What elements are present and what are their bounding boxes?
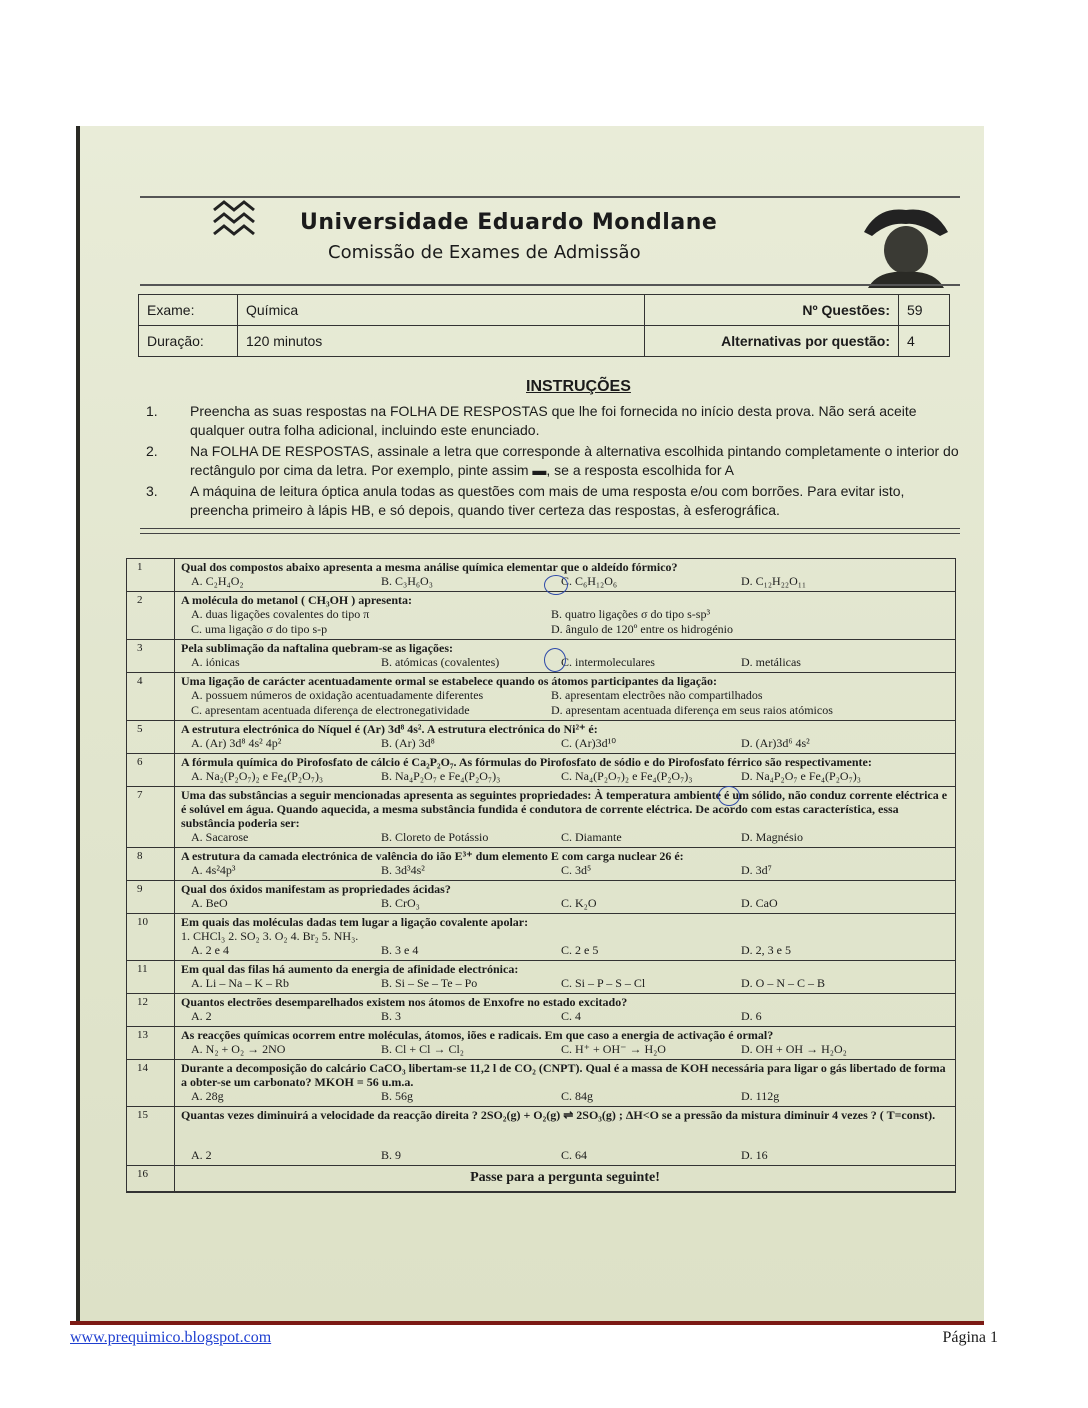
question-row	[127, 1107, 955, 1166]
duration-label: Duração:	[139, 326, 238, 357]
answer-option: D. Magnésio	[741, 830, 803, 844]
answer-option: C. H⁺ + OH⁻ → H₂O	[561, 1042, 666, 1056]
question-row	[127, 1027, 955, 1060]
answer-option: A. iónicas	[191, 655, 240, 669]
question-stem: A estrutura electrónica do Níquel é (Ar) 3d⁸ 4s². A estrutura electrónica do Ni²⁺ é:	[181, 722, 598, 736]
answer-option: D. 2, 3 e 5	[741, 943, 791, 957]
question-number: 15	[127, 1107, 175, 1165]
answer-option: A. C₂H₄O₂	[191, 574, 244, 588]
questions-label: Nº Questões:	[645, 295, 899, 326]
question-number: 3	[127, 640, 175, 672]
question-number: 11	[127, 961, 175, 993]
answer-option: A. BeO	[191, 896, 228, 910]
answer-option: A. duas ligações covalentes do tipo π	[191, 607, 370, 621]
answer-option: C. 2 e 5	[561, 943, 599, 957]
instruction-item: 1. Preencha as suas respostas na FOLHA DE RESPOSTAS que lhe foi fornecida no início desta prova. Não será aceite qualquer outra folha adicional, incluindo este enunciado.	[146, 403, 917, 438]
question-stem: A fórmula química do Pirofosfato de cálcio é Ca₂P₂O₇. As fórmulas do Pirofosfato de sódio e do Pirofosfato férrico são respectivamente:	[181, 755, 872, 769]
instructions-title: INSTRUÇÕES	[526, 378, 631, 395]
answer-option: A. 28g	[191, 1089, 224, 1103]
question-stem: Em quais das moléculas dadas tem lugar a ligação covalente apolar:	[181, 915, 529, 929]
answer-option: C. C₆H₁₂O₆	[561, 574, 618, 588]
question-row	[127, 848, 955, 881]
header-bottom-rule	[140, 284, 960, 286]
answer-option: B. (Ar) 3d⁸	[381, 736, 435, 750]
question-row	[127, 754, 955, 787]
question-number: 6	[127, 754, 175, 786]
answer-option: A. Li – Na – K – Rb	[191, 976, 289, 990]
answer-option: D. 6	[741, 1009, 762, 1023]
answer-option: D. CaO	[741, 896, 778, 910]
answer-option: B. 56g	[381, 1089, 414, 1103]
answer-option: B. 3d³4s²	[381, 863, 425, 877]
answer-option: D. apresentam acentuada diferença em seus raios atómicos	[551, 703, 833, 717]
footer-rule	[70, 1321, 984, 1325]
answer-option: D. 16	[741, 1148, 768, 1162]
question-stem: Qual dos óxidos manifestam as propriedades ácidas?	[181, 882, 451, 896]
answer-option: A. Sacarose	[191, 830, 249, 844]
answer-option: C. uma ligação σ do tipo s-p	[191, 622, 328, 636]
answer-option: C. Na₄(P₂O₇)₂ e Fe₄(P₂O₇)₃	[561, 769, 693, 783]
answer-option: A. 2	[191, 1148, 212, 1162]
question-stem: Uma das substâncias a seguir mencionadas apresenta as seguintes propriedades: À temperatura ambiente é um sólido, não conduz corrente eléctrica e é solúvel em água. Quando aquecida, a mesma substância fundida é condutora de corrente eléctrica. De acordo com estas característica, essa substância poderia ser:	[181, 788, 948, 830]
instruction-item: 2. Na FOLHA DE RESPOSTAS, assinale a letra que corresponde à alternativa escolhida pintando completamente o interior do rectângulo por cima da letra. Por exemplo, pinte assim ▬, se a resposta escolhida for A	[146, 443, 959, 478]
answer-option: B. quatro ligações σ do tipo s-sp³	[551, 607, 711, 621]
question-sublist: 1. CHCl₃ 2. SO₂ 3. O₂ 4. Br₂ 5. NH₃.	[181, 929, 359, 943]
question-number: 1	[127, 559, 175, 591]
answer-option: C. (Ar)3d¹⁰	[561, 736, 617, 750]
question-stem: Durante a decomposição do calcário CaCO₃ libertam-se 11,2 l de CO₂ (CNPT). Qual é a massa de KOH necessária para ligar o gás libertado de forma a obter-se um carbonato? MKOH = 56 u.m.a.	[181, 1061, 946, 1089]
question-row	[127, 1166, 955, 1192]
question-row	[127, 559, 955, 592]
questions-value: 59	[899, 295, 950, 326]
instruction-item: 3. A máquina de leitura óptica anula todas as questões com mais de uma resposta e/ou com borrões. Para evitar isto, preencha primeiro à lápis HB, e só depois, quando tiver certeza das respostas, à esferográfica.	[146, 483, 905, 518]
question-number: 8	[127, 848, 175, 880]
question-number: 9	[127, 881, 175, 913]
university-name: Universidade Eduardo Mondlane	[300, 210, 718, 235]
question-row	[127, 592, 955, 640]
commission-name: Comissão de Exames de Admissão	[328, 242, 641, 263]
question-stem: Uma ligação de carácter acentuadamente ormal se estabelece quando os átomos participantes da ligação:	[181, 674, 718, 688]
instructions-divider	[140, 528, 960, 534]
question-stem: Em qual das filas há aumento da energia de afinidade electrónica:	[181, 962, 519, 976]
alternatives-value: 4	[899, 326, 950, 357]
answer-option: C. apresentam acentuada diferença de electronegatividade	[191, 703, 470, 717]
answer-option: B. 3	[381, 1009, 402, 1023]
question-stem: Pela sublimação da naftalina quebram-se as ligações:	[181, 641, 453, 655]
answer-option: B. Cl + Cl → Cl₂	[381, 1042, 464, 1056]
answer-option: A. 2 e 4	[191, 943, 229, 957]
question-number: 5	[127, 721, 175, 753]
answer-option: D. 112g	[741, 1089, 780, 1103]
question-stem: Passe para a pergunta seguinte!	[470, 1170, 660, 1185]
question-row	[127, 787, 955, 848]
question-stem: As reacções químicas ocorrem entre moléculas, átomos, iões e radicais. Em que caso a energia de activação é ormal?	[181, 1028, 774, 1042]
answer-option: B. atómicas (covalentes)	[381, 655, 500, 669]
answer-option: D. Na₄P₂O₇ e Fe₄(P₂O₇)₃	[741, 769, 861, 783]
question-stem: Quantos electrões desemparelhados existem nos átomos de Enxofre no estado excitado?	[181, 995, 628, 1009]
question-number: 4	[127, 673, 175, 720]
answer-option: B. 3 e 4	[381, 943, 419, 957]
question-row	[127, 881, 955, 914]
duration-value: 120 minutos	[238, 326, 645, 357]
question-number: 2	[127, 592, 175, 639]
answer-option: A. (Ar) 3d⁸ 4s² 4p²	[191, 736, 282, 750]
portrait-emblem-icon	[858, 202, 954, 288]
question-row	[127, 1060, 955, 1107]
question-number: 7	[127, 787, 175, 847]
answer-option: B. C₃H₆O₃	[381, 574, 433, 588]
answer-option: D. OH + OH → H₂O₂	[741, 1042, 847, 1056]
answer-option: D. ângulo de 120º entre os hidrogénio	[551, 622, 734, 636]
question-stem: A estrutura da camada electrónica de valência do ião E³⁺ dum elemento E com carga nuclear 26 é:	[181, 849, 684, 863]
answer-option: C. K₂O	[561, 896, 597, 910]
answer-option: C. 64	[561, 1148, 588, 1162]
exam-value: Química	[238, 295, 645, 326]
answer-option: A. N₂ + O₂ → 2NO	[191, 1042, 286, 1056]
question-stem: A molécula do metanol ( CH₃OH ) apresenta:	[181, 593, 413, 607]
question-number: 10	[127, 914, 175, 960]
question-row	[127, 914, 955, 961]
answer-option: A. possuem números de oxidação acentuadamente diferentes	[191, 688, 484, 702]
question-number: 16	[127, 1166, 175, 1191]
pen-mark-icon	[544, 648, 566, 672]
answer-option: B. apresentam electrões não compartilhados	[551, 688, 763, 702]
question-number: 14	[127, 1060, 175, 1106]
question-row	[127, 994, 955, 1027]
question-row	[127, 673, 955, 721]
question-number: 13	[127, 1027, 175, 1059]
question-stem: Quantas vezes diminuirá a velocidade da reacção direita ? 2SO₂(g) + O₂(g) ⇌ 2SO₃(g) ; ΔH<O se a pressão da mistura diminuir 4 vezes ? ( T=const).	[181, 1108, 936, 1122]
question-row	[127, 640, 955, 673]
question-number: 12	[127, 994, 175, 1026]
answer-option: D. O – N – C – B	[741, 976, 826, 990]
answer-option: C. 3d⁵	[561, 863, 592, 877]
answer-option: C. Diamante	[561, 830, 622, 844]
answer-option: A. 2	[191, 1009, 212, 1023]
question-row	[127, 961, 955, 994]
answer-option: D. C₁₂H₂₂O₁₁	[741, 574, 807, 588]
answer-option: B. Cloreto de Potássio	[381, 830, 489, 844]
answer-option: B. 9	[381, 1148, 402, 1162]
header-top-rule	[140, 196, 960, 198]
exam-sheet	[76, 126, 984, 1322]
answer-option: A. 4s²4p³	[191, 863, 236, 877]
answer-option: A. Na₂(P₂O₇)₂ e Fe₄(P₂O₇)₃	[191, 769, 324, 783]
answer-option: C. 4	[561, 1009, 582, 1023]
answer-option: C. Si – P – S – Cl	[561, 976, 646, 990]
answer-option: C. intermoleculares	[561, 655, 655, 669]
page-number: Página 1	[942, 1329, 998, 1346]
pen-mark-icon	[718, 786, 740, 806]
alternatives-label: Alternativas por questão:	[645, 326, 899, 357]
exam-info-table	[138, 294, 950, 357]
questions-table	[126, 558, 956, 1193]
question-stem: Qual dos compostos abaixo apresenta a mesma análise química elementar que o aldeído fórmico?	[181, 560, 678, 574]
pen-mark-icon	[544, 575, 568, 595]
answer-option: D. metálicas	[741, 655, 801, 669]
answer-option: D. (Ar)3d⁶ 4s²	[741, 736, 810, 750]
university-logo-icon	[210, 198, 258, 246]
answer-option: C. 84g	[561, 1089, 594, 1103]
answer-option: B. Na₄P₂O₇ e Fe₄(P₂O₇)₃	[381, 769, 501, 783]
footer-link[interactable]: www.prequimico.blogspot.com	[70, 1329, 272, 1346]
answer-option: B. Si – Se – Te – Po	[381, 976, 478, 990]
exam-label: Exame:	[139, 295, 238, 326]
answer-option: D. 3d⁷	[741, 863, 772, 877]
question-row	[127, 721, 955, 754]
answer-option: B. CrO₃	[381, 896, 420, 910]
